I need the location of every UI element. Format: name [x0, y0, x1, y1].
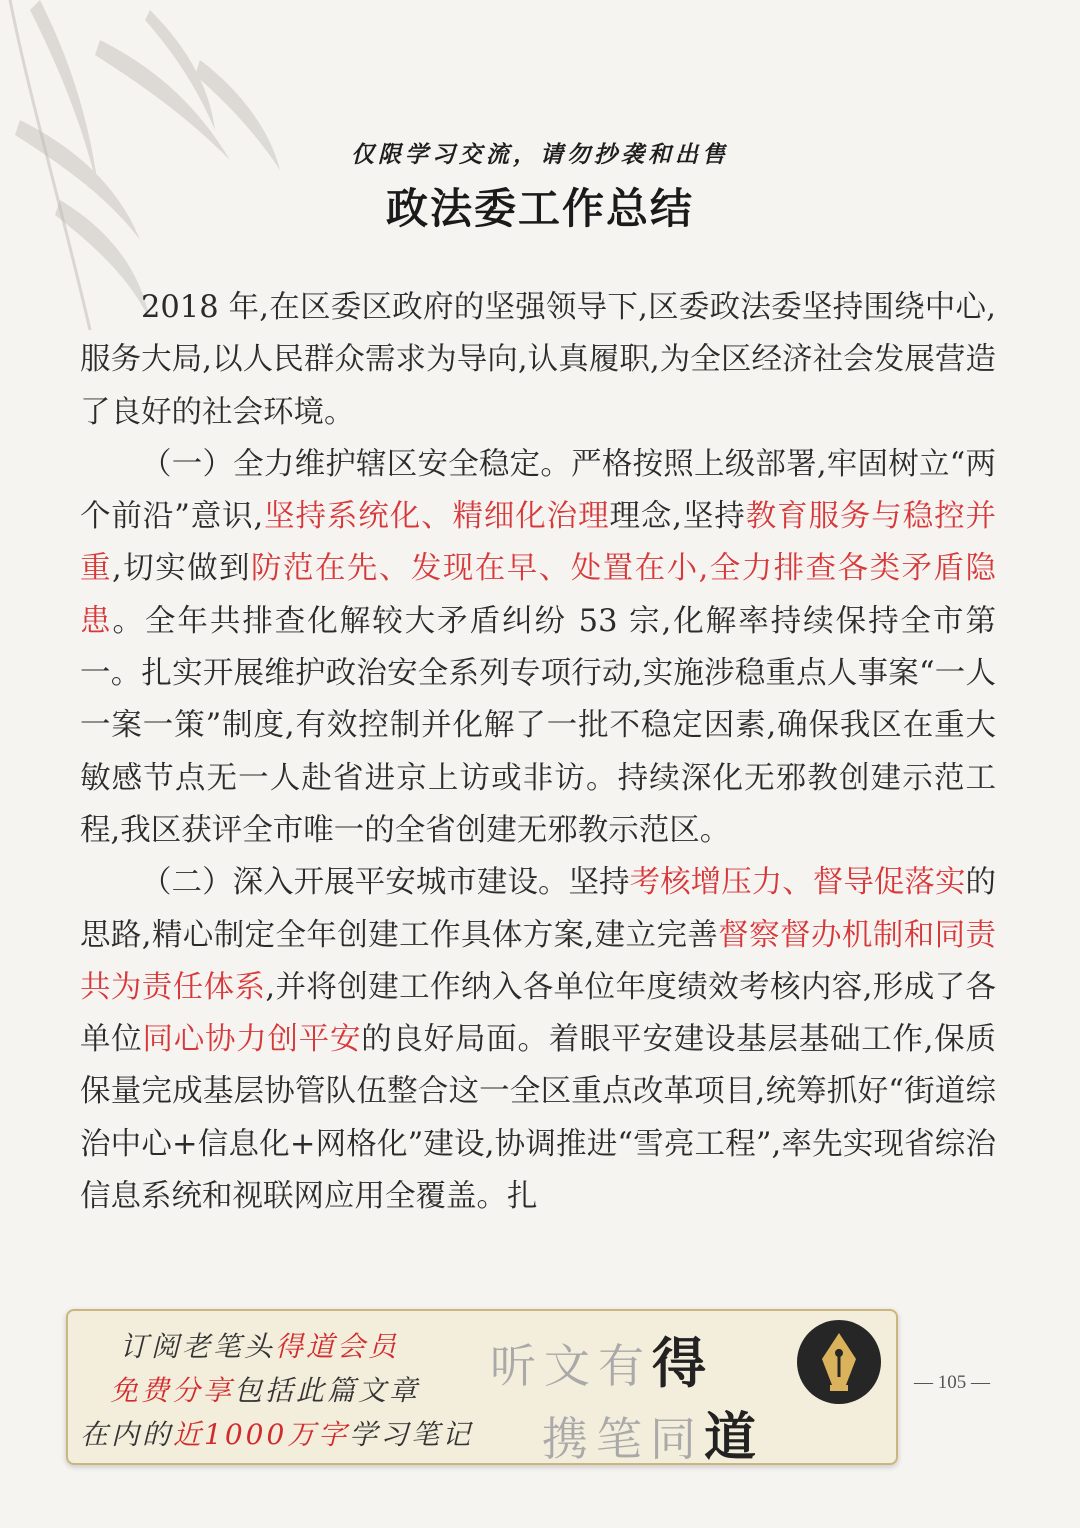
text-segment: 。全年共排查化解较大矛盾纠纷 53 宗,化解率持续保持全市第一。扎实开展维护政治安全系列专项行动,实施涉稳重点人事案“一人一案一策”制度,有效控制并化解了一批不稳定因素,确保我区在重大敏感节点无一人赴省进京上访或非访。持续深化无邪教创建示范工程,我区获评全市唯一的全省创建无邪教示范区。: [80, 603, 996, 848]
slogan-dark-char: 得: [652, 1331, 714, 1395]
paragraph-section-2: [80, 857, 996, 1223]
article-body: [80, 282, 996, 1223]
highlight-segment: 防范在先、发现在早、处置在小,全力排查各类矛盾隐患: [80, 551, 996, 639]
banner-line-1: [120, 1325, 399, 1365]
page-title: 政法委工作总结: [385, 184, 694, 233]
banner-text: 在内的: [80, 1418, 174, 1451]
banner-text: 订阅老笔头: [120, 1330, 276, 1363]
banner-highlight: 免费分享: [110, 1374, 235, 1407]
banner-text: 学习笔记: [349, 1418, 474, 1451]
highlight-segment: 同心协力创平安: [142, 1022, 362, 1058]
highlight-segment: 教育服务与稳控并重: [80, 499, 997, 587]
banner-highlight: 得道会员: [275, 1330, 400, 1363]
text-segment: 的良好局面。着眼平安建设基层基础工作,保质保量完成基层协管队伍整合这一全区重点改革项目,统筹抓好“街道综治中心+信息化+网格化”建设,协调推进“雪亮工程”,率先实现省综治信息系统和视联网应用全覆盖。扎: [80, 1022, 997, 1215]
paragraph-section-1: [80, 439, 996, 857]
banner-line-3: [80, 1413, 473, 1453]
slogan-dark-char: 道: [704, 1407, 765, 1468]
subscription-banner[interactable]: [66, 1309, 898, 1468]
page-number: — 105 —: [914, 1372, 990, 1393]
text-segment: （二）深入开展平安城市建设。坚持: [141, 865, 630, 901]
text-segment: ,并将创建工作纳入各单位年度绩效考核内容,形成了各单位: [80, 969, 996, 1058]
banner-slogan-1: [490, 1321, 714, 1398]
copyright-notice: 仅限学习交流，请勿抄袭和出售: [351, 141, 729, 168]
text-segment: （一）全力维护辖区安全稳定。严格按照上级部署,牢固树立“两个前沿”意识,: [80, 446, 996, 535]
banner-highlight: 近1000万字: [173, 1418, 350, 1451]
highlight-segment: 考核增压力、督导促落实: [629, 865, 966, 901]
banner-line-2: [110, 1369, 420, 1409]
highlight-segment: 督察督办机制和同责共为责任体系: [80, 917, 997, 1005]
slogan-text: 携笔同: [542, 1412, 704, 1466]
banner-slogan-2: [542, 1395, 764, 1470]
text-segment: 的思路,精心制定全年创建工作具体方案,建立完善: [80, 865, 997, 953]
text-segment: ,切实做到: [111, 551, 252, 587]
text-segment: 理念,坚持: [609, 499, 746, 535]
paragraph-intro: [80, 282, 996, 439]
banner-text: 包括此篇文章: [234, 1374, 421, 1407]
text-segment: 2018 年,在区委区政府的坚强领导下,区委政法委坚持围绕中心,服务大局,以人民群众需求为导向,认真履职,为全区经济社会发展营造了良好的社会环境。: [80, 290, 996, 430]
fountain-pen-nib-icon: [796, 1319, 882, 1405]
highlight-segment: 坚持系统化、精细化治理: [263, 499, 610, 535]
slogan-text: 听文有: [490, 1339, 652, 1393]
